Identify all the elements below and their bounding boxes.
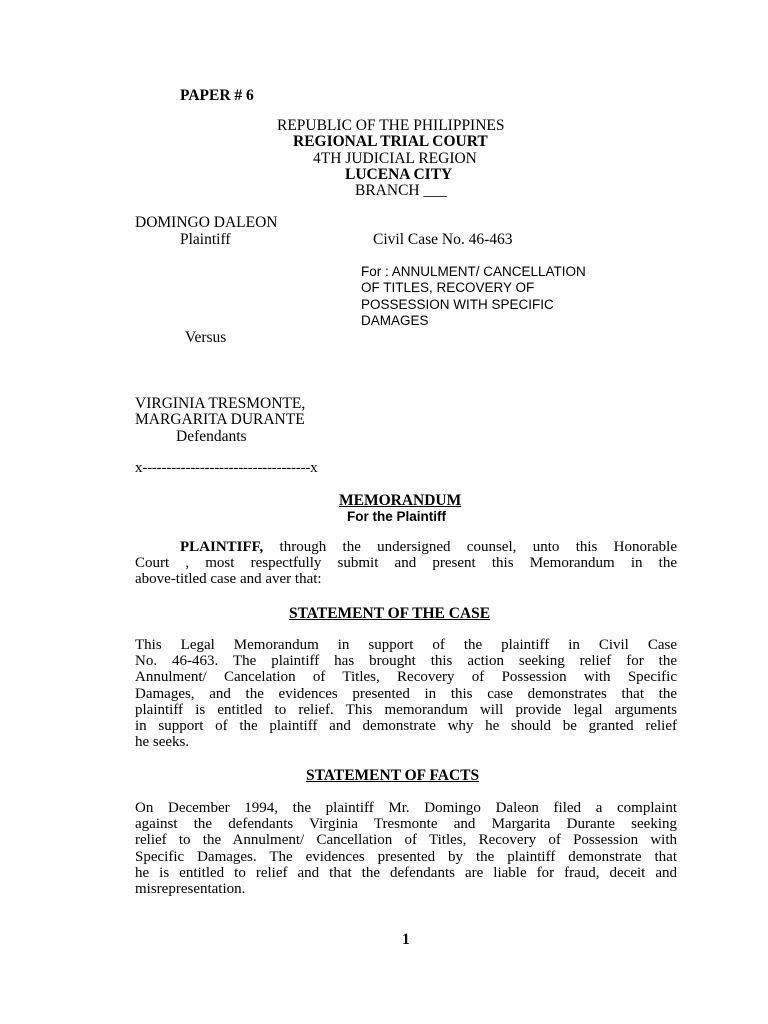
page-number: 1 <box>402 931 410 948</box>
section-heading-facts: STATEMENT OF FACTS <box>306 767 480 784</box>
case-line: Annulment/ Cancelation of Titles, Recovery of Possession with Specific <box>135 669 677 686</box>
action-nature-line: OF TITLES, RECOVERY OF <box>361 280 535 296</box>
case-number: Civil Case No. 46-463 <box>373 231 513 248</box>
defendant-role: Defendants <box>176 428 247 445</box>
intro-line <box>135 539 677 555</box>
action-nature <box>361 264 586 329</box>
paper-label: PAPER # 6 <box>180 87 254 104</box>
case-line: This Legal Memorandum in support of the plaintiff in Civil Case <box>135 637 677 653</box>
caption-divider: x-----------------------------------x <box>135 460 318 476</box>
intro-lead: PLAINTIFF, <box>180 539 264 555</box>
case-line: he seeks. <box>135 734 190 751</box>
case-line: plaintiff is entitled to relief. This memorandum will provide legal arguments <box>135 701 677 718</box>
section-heading-case: STATEMENT OF THE CASE <box>289 605 491 622</box>
court-header-court: REGIONAL TRIAL COURT <box>293 133 488 150</box>
facts-paragraph <box>135 800 677 897</box>
action-nature-line: For : ANNULMENT/ CANCELLATION <box>361 264 586 279</box>
facts-line: Specific Damages. The evidences presented by the plaintiff demonstrate that <box>135 848 677 865</box>
defendant-name: VIRGINIA TRESMONTE, <box>135 395 306 412</box>
intro-line: above-titled case and aver that: <box>135 571 322 588</box>
court-header-city: LUCENA CITY <box>345 166 453 183</box>
case-line: No. 46-463. The plaintiff has brought this action seeking relief for the <box>135 653 677 670</box>
case-line: in support of the plaintiff and demonstrate why he should be granted relief <box>135 717 677 734</box>
defendant-name: MARGARITA DURANTE <box>135 411 305 428</box>
memo-subtitle: For the Plaintiff <box>347 509 446 524</box>
versus-label: Versus <box>185 329 227 346</box>
court-header-branch: BRANCH ___ <box>355 182 447 199</box>
intro-line1-text: through the undersigned counsel, unto this Honorable <box>263 539 677 555</box>
court-header-republic: REPUBLIC OF THE PHILIPPINES <box>277 117 505 134</box>
memo-title: MEMORANDUM <box>339 492 462 509</box>
case-line: Damages, and the evidences presented in this case demonstrates that the <box>135 685 677 702</box>
action-nature-line: POSSESSION WITH SPECIFIC <box>361 296 554 312</box>
intro-paragraph <box>135 539 677 588</box>
intro-line: Court , most respectfully submit and present this Memorandum in the <box>135 555 677 572</box>
facts-line: relief to the Annulment/ Cancellation of Titles, Recovery of Possession with <box>135 832 677 849</box>
facts-line: he is entitled to relief and that the defendants are liable for fraud, deceit and <box>135 864 677 881</box>
action-nature-line: DAMAGES <box>361 312 429 328</box>
facts-line: against the defendants Virginia Tresmonte and Margarita Durante seeking <box>135 816 677 833</box>
court-header-region: 4TH JUDICIAL REGION <box>313 150 477 167</box>
plaintiff-name: DOMINGO DALEON <box>135 214 278 231</box>
facts-line: misrepresentation. <box>135 880 246 897</box>
plaintiff-role: Plaintiff <box>180 231 231 248</box>
facts-line: On December 1994, the plaintiff Mr. Domingo Daleon filed a complaint <box>135 800 677 816</box>
case-paragraph <box>135 637 677 750</box>
